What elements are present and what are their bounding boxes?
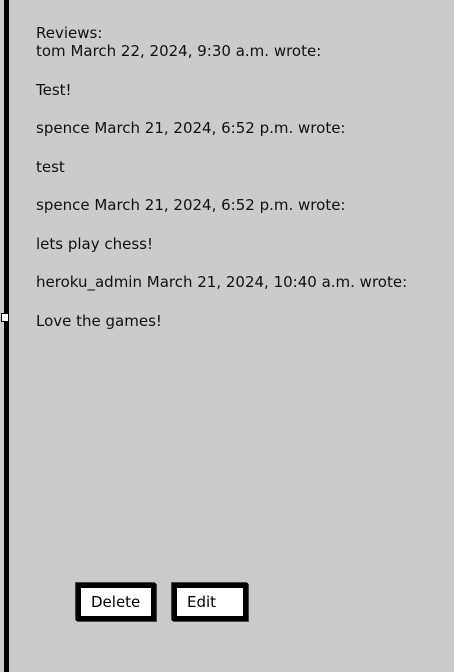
- review-item: [36, 196, 436, 253]
- review-body: Love the games!: [36, 312, 162, 330]
- review-body: Test!: [36, 81, 72, 99]
- resize-handle[interactable]: [1, 313, 9, 322]
- review-header: spence March 21, 2024, 6:52 p.m. wrote:: [36, 196, 346, 214]
- review-item: [36, 119, 436, 176]
- review-item: [36, 42, 436, 99]
- review-header: spence March 21, 2024, 6:52 p.m. wrote:: [36, 119, 346, 137]
- review-body: test: [36, 158, 65, 176]
- reviews-section: [36, 24, 436, 350]
- review-header: tom March 22, 2024, 9:30 a.m. wrote:: [36, 42, 322, 60]
- review-item: [36, 273, 436, 330]
- reviews-title: Reviews:: [36, 24, 103, 42]
- review-actions: [76, 583, 248, 621]
- review-body: lets play chess!: [36, 235, 154, 253]
- review-header: heroku_admin March 21, 2024, 10:40 a.m. wrote:: [36, 273, 408, 291]
- delete-button[interactable]: Delete: [76, 583, 156, 621]
- page-left-border: [4, 0, 9, 672]
- edit-button[interactable]: Edit: [172, 583, 248, 621]
